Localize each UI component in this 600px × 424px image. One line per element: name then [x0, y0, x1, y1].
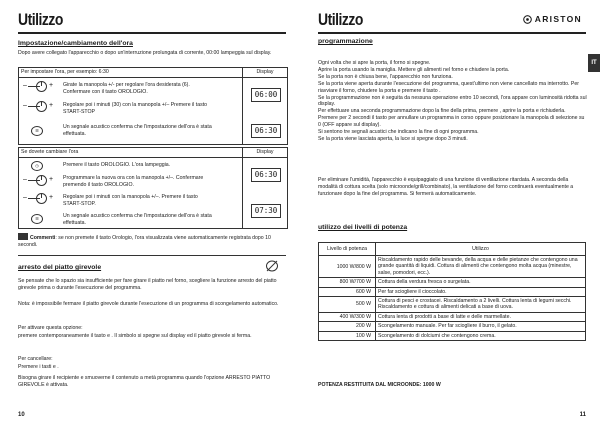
change-clock-box-header	[19, 148, 287, 158]
turntable-note: Nota: è impossibile fermare il piatto girevole durante l'esecuzione di un programma di scongelamento automatico.	[18, 301, 279, 307]
title-rule	[18, 32, 286, 34]
table-row: 800 W/700 W Cottura della verdura fresca o surgelata.	[319, 278, 586, 287]
turntable-paragraph-1: Se pensate che lo spazio sia insufficiente per fare girare il piatto nel forno, scegliere la funzione arresto del piatto girevole prima o durante l'esecuzione del programma.	[18, 278, 277, 291]
set-clock-header-text: Per impostare l'ora, per esempio: 6:30	[21, 69, 109, 75]
set-clock-step-3: Un segnale acustico conferma che l'impostazione dell'ora è stata effettuata.	[63, 124, 212, 137]
turntable-activate-label: Per attivare questa opzione:	[18, 325, 83, 331]
change-clock-header-text: Se dovete cambiare l'ora	[21, 149, 79, 155]
display-column	[242, 158, 287, 228]
table-header-row	[319, 243, 586, 256]
table-row: 600 W Per far sciogliere il cioccolato.	[319, 287, 586, 296]
start-stop-button-icon: ☰	[31, 214, 43, 224]
power-output-note: POTENZA RESTITUITA DAL MICROONDE: 1000 W	[318, 382, 441, 388]
turntable-cancel-text: Premere i tasti e .	[18, 364, 59, 370]
table-row: 100 W Scongelamento di dolciumi che contengono crema.	[319, 331, 586, 340]
set-clock-step-2: Regolare poi i minuti (30) con la manopola +/– Premere il tasto START-STOP	[63, 102, 208, 115]
clock-display-new: 07:30	[251, 204, 281, 218]
start-stop-button-icon: ☰	[31, 126, 43, 136]
section-divider	[18, 255, 286, 256]
turntable-activate-text: premere contemporaneamente il tasto e . Il simbolo si spegne sul display ed il piatto girevole si ferma.	[18, 333, 252, 339]
turntable-stop-icon	[265, 259, 279, 271]
table-row: 1000 W/800 W Riscaldamento rapido delle bevande, della acqua e delle pietanze che contengono una grande quantità di liquidi. Cottura di alimenti che contengono molta acqua (minestre, salse, pomodori, ecc.).	[319, 256, 586, 278]
clock-comment: Commenti: se non premete il tasto Orologio, l'ora visualizzata viene automaticamente registrata dopo 10 secondi.	[18, 235, 271, 248]
page-title: Utilizzo	[318, 10, 363, 29]
section-heading-turntable: arresto del piatto girevole	[18, 264, 102, 271]
change-clock-box: Se dovete cambiare l'ora Display ◷ – + – + ☰ Premere il tasto OROLOGIO. L'ora lampeggia. Programmare la nuova ora con la manopola +/–. Confermare premendo il tasto OROLOGIO. Regolare poi i minuti con la manopola +/–. Premere il tasto START-STOP. Un segnale acustico conferma che l'impostazione dell'ora è stata effettuata. 06:30 07:30	[18, 147, 288, 229]
clock-display-flashing: 06:00	[251, 88, 281, 102]
programming-body: Ogni volta che si apre la porta, il forno si spegne. Aprire la porta usando la maniglia. Mettere gli alimenti nel forno e chiudere la porta. Se la porta non è chiusa bene, l'apparecchio non funziona. Se la porta viene aperta durante l'esecuzione del programma, quest'ultimo non viene cancellato ma interrotto. Per riavviare il forno, chiudere la porta e premere il tasto . Se la programmazione non è seguita da nessuna operazione entro 10 secondi, l'ora appare con luminosità ridotta sul display. Per effettuare una seconda programmazione dopo la fine della prima, premere , aprire la porta e richiuderla. Premere per 2 secondi il tasto per annullare un programma in corso oppure posizionare la manopola di selezione su 0 (OFF appare sul display). Si sentono tre segnali acustici che indicano la fine di ogni programma. Se la porta viene lasciata aperta, la luce si spegne dopo 3 minuti.	[318, 60, 587, 142]
change-clock-step-2: Programmare la nuova ora con la manopola +/–. Confermare premendo il tasto OROLOGIO.	[63, 175, 204, 188]
clock-intro: Dopo avere collegato l'apparecchio o dopo un'interruzione prolungata di corrente, 00:00 lampeggia sul display.	[18, 50, 272, 56]
table-row: 400 W/300 W Cottura lenta di prodotti a base di latte e delle marmellate.	[319, 312, 586, 321]
col-header-level: Livello di potenza	[319, 243, 376, 256]
set-clock-box: Per impostare l'ora, per esempio: 6:30 Display – + – + ☰ Girate la manopola +/- per regolare l'ora desiderata (6). Confermare con il tasto OROLOGIO. Regolare poi i minuti (30) con la manopola +/– Premere il tasto START-STOP Un segnale acustico conferma che l'impostazione dell'ora è stata effettuata. 06:00 06:30	[18, 67, 288, 145]
page-number: 10	[18, 412, 25, 418]
set-clock-box-header	[19, 68, 287, 78]
section-heading-programming: programmazione	[318, 38, 373, 45]
change-clock-step-1: Premere il tasto OROLOGIO. L'ora lampeggia.	[63, 162, 171, 168]
page-number: 11	[579, 412, 586, 418]
ariston-logo-icon	[523, 15, 532, 24]
table-row: 500 W Cottura di pesci e crostacei. Riscaldamento a 2 livelli. Cottura lenta di legumi secchi. Riscaldamento e cottura di alimenti delicati a base di uova.	[319, 297, 586, 313]
display-column-label: Display	[242, 148, 287, 157]
clock-button-icon: ◷	[31, 161, 43, 171]
change-clock-step-4: Un segnale acustico conferma che l'impostazione dell'ora è stata effettuata.	[63, 213, 212, 226]
table-row: 200 W Scongelamento manuale. Per far sciogliere il burro, il gelato.	[319, 322, 586, 331]
language-tab: IT	[588, 54, 600, 72]
col-header-use: Utilizzo	[376, 243, 586, 256]
fan-note: Per eliminare l'umidità, l'apparecchio è equipaggiato di una funzione di ventilazione ritardata. A seconda della modalità di cottura scelta (solo microonde/grill/combinato), la ventilazione del forno continuerà eventualmente a funzionare dopo la fine del programma. Si fermerà automaticamente.	[318, 177, 574, 197]
display-column	[242, 78, 287, 144]
left-page	[0, 0, 296, 424]
section-heading-clock: Impostazione/cambiamento dell'ora	[18, 40, 133, 47]
clock-display-old: 06:30	[251, 168, 281, 182]
display-column-label: Display	[242, 68, 287, 77]
comment-icon	[18, 233, 28, 240]
brand-logo: ARISTON	[523, 14, 582, 24]
power-levels-table	[318, 242, 586, 341]
turntable-cancel-label: Per cancellare:	[18, 356, 53, 362]
page-title: Utilizzo	[18, 10, 63, 29]
right-page	[304, 0, 600, 424]
set-clock-step-1: Girate la manopola +/- per regolare l'ora desiderata (6). Confermare con il tasto OROLOGIO.	[63, 82, 190, 95]
title-rule	[318, 32, 586, 34]
change-clock-step-3: Regolare poi i minuti con la manopola +/–. Premere il tasto START-STOP.	[63, 194, 198, 207]
clock-display-set: 06:30	[251, 124, 281, 138]
turntable-tip: Bisogna girare il recipiente e smuoverne il contenuto a metà programma quando l'opzione ARRESTO PIATTO GIREVOLE è attivata.	[18, 375, 271, 388]
section-heading-power: utilizzo dei livelli di potenza	[318, 224, 408, 231]
